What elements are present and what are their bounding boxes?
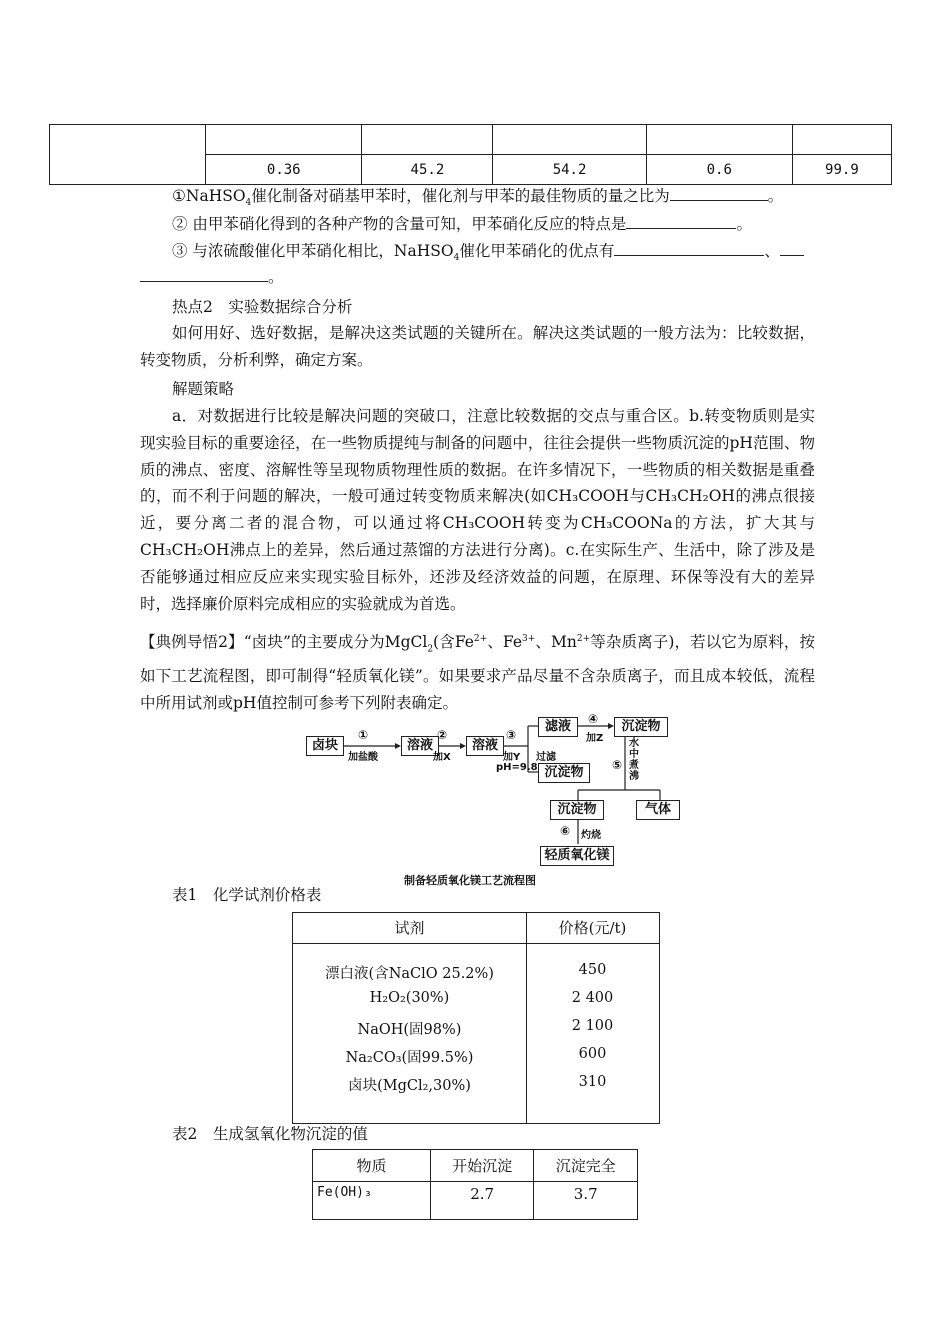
table-cell: 310 <box>578 1074 607 1090</box>
section-heading: 热点2 实验数据综合分析 <box>172 298 353 316</box>
step-number: ② <box>437 728 448 742</box>
strategy-title: 解题策略 <box>172 380 235 398</box>
question-3-cont <box>140 264 284 290</box>
flow-box-lukuai: 卤块 <box>306 736 344 756</box>
table-cell: 漂白液(含NaClO 25.2%) <box>325 966 494 982</box>
table-cell: 3.7 <box>534 1182 638 1220</box>
step-ph: pH=9.8 <box>496 762 538 773</box>
table-cell: 54.2 <box>493 155 646 185</box>
price-table <box>292 912 660 1124</box>
question-text: 。 <box>268 268 284 286</box>
table-cell: 45.2 <box>362 155 493 185</box>
table-cell: 0.6 <box>646 155 792 185</box>
question-3: ③ 与浓硫酸催化甲苯硝化相比，NaHSO$_4$催化甲苯硝化的优点有 、 <box>172 238 804 271</box>
table-cell: 2.7 <box>430 1182 534 1220</box>
table-cell: H₂O₂(30%) <box>369 990 450 1006</box>
answer-blank <box>780 239 804 256</box>
answer-blank <box>614 239 764 256</box>
step-number: ⑥ <box>560 824 571 838</box>
step-number: ① <box>358 728 369 742</box>
flow-box-gas: 气体 <box>636 800 680 820</box>
table-cell <box>493 125 646 155</box>
step-label: 加Y <box>503 752 521 763</box>
question-text: ③ 与浓硫酸催化甲苯硝化相比，NaHSO <box>172 242 454 260</box>
table-cell: Na₂CO₃(固99.5%) <box>345 1050 474 1066</box>
intro-paragraph: 如何用好、选好数据，是解决这类试题的关键所在。解决这类试题的一般方法为：比较数据，转变物质，分析利弊，确定方案。 <box>140 324 815 369</box>
step-label: 加盐酸 <box>348 752 378 763</box>
step-label: 水中煮沸 <box>629 738 639 782</box>
question-1: ①NaHSO$_4$催化制备对硝基甲苯时，催化剂与甲苯的最佳物质的量之比为 。 <box>172 183 783 216</box>
table-cell: NaOH(固98%) <box>357 1022 462 1038</box>
flow-box-solution-2: 溶液 <box>466 736 504 756</box>
flowchart-caption: 制备轻质氧化镁工艺流程图 <box>404 874 536 887</box>
step-number: ④ <box>588 712 599 726</box>
table-cell: 卤块(MgCl₂,30%) <box>348 1078 471 1094</box>
flow-box-precipitate-2: 沉淀物 <box>614 717 668 737</box>
table-cell <box>206 125 362 155</box>
flow-box-solution-1: 溶液 <box>401 736 439 756</box>
question-2 <box>172 211 752 237</box>
step-number: ③ <box>506 728 517 742</box>
question-text: 。 <box>767 187 784 205</box>
table-cell: Fe(OH)₃ <box>313 1182 431 1220</box>
table-header: 开始沉淀 <box>430 1150 534 1182</box>
table-header: 试剂 <box>394 919 425 937</box>
table-cell: 99.9 <box>792 155 891 185</box>
flow-box-precipitate-1: 沉淀物 <box>538 763 590 783</box>
precipitation-table <box>312 1149 638 1220</box>
example-label: 【典例导悟2】 <box>140 633 244 652</box>
table2-title: 表2 生成氢氧化物沉淀的值 <box>172 1125 368 1143</box>
table1-title: 表1 化学试剂价格表 <box>172 886 322 904</box>
table-header: 沉淀完全 <box>534 1150 638 1182</box>
flow-box-filtrate: 滤液 <box>538 717 578 737</box>
step-label: 灼烧 <box>581 830 601 841</box>
process-flowchart <box>300 712 690 892</box>
table-cell: 2 400 <box>571 990 614 1006</box>
filter-label: 过滤 <box>536 752 556 763</box>
table-cell: 2 100 <box>571 1018 614 1034</box>
question-text: 、 <box>764 242 780 260</box>
table-cell: 450 <box>578 962 607 978</box>
answer-blank <box>626 212 736 229</box>
table-cell <box>50 125 206 185</box>
answer-blank <box>670 184 768 201</box>
flow-box-product: 轻质氧化镁 <box>540 846 614 866</box>
question-text: ② 由甲苯硝化得到的各种产物的含量可知，甲苯硝化反应的特点是 <box>172 215 627 233</box>
step-label: 加X <box>433 752 451 763</box>
table-header: 价格(元/t) <box>558 919 627 937</box>
data-table <box>49 124 892 185</box>
table-cell: 0.36 <box>206 155 362 185</box>
question-text: 催化甲苯硝化的优点有 <box>459 242 615 260</box>
table-cell <box>362 125 493 155</box>
table-cell <box>792 125 891 155</box>
table-cell <box>646 125 792 155</box>
strategy-paragraph: a．对数据进行比较是解决问题的突破口，注意比较数据的交点与重合区。b.转变物质则是实现实验目标的重要途径，在一些物质提纯与制备的问题中，往往会提供一些物质沉淀的pH范围、物质的沸点、密度、溶解性等呈现物质物理性质的数据。在许多情况下，一些物质的相关数据是重叠的，而不利于问题的解决，一般可通过转变物质来解决(如CH₃COOH与CH₃CH₂OH的沸点很接近，要分离二者的混合物，可以通过将CH₃COOH转变为CH₃COONa的方法，扩大其与CH₃CH₂OH沸点上的差异，然后通过蒸馏的方法进行分离)。c.在实际生产、生活中，除了涉及是否能够通过相应反应来实现实验目标外，还涉及经济效益的问题，在原理、环保等没有大的差异时，选择廉价原料完成相应的实验就成为首选。 <box>140 407 815 613</box>
table-header: 物质 <box>313 1150 431 1182</box>
answer-blank <box>140 265 268 282</box>
question-text: ①NaHSO <box>172 187 246 205</box>
example-paragraph: 【典例导悟2】“卤块”的主要成分为MgCl$_2$(含$Fe^{2+}$、$Fe^{3+}$、$Mn^{2+}$等杂质离子)，若以它为原料，按如下工艺流程图，即可制得“轻质氧化镁”。如果要求产品尽量不含杂质离子，而且成本较低，流程中所用试剂或pH值控制可参考下列附表确定。 <box>140 633 815 712</box>
step-label: 加Z <box>586 733 604 744</box>
table-cell: 600 <box>578 1046 607 1062</box>
question-text: 催化制备对硝基甲苯时，催化剂与甲苯的最佳物质的量之比为 <box>251 187 670 205</box>
step-number: ⑤ <box>612 758 623 772</box>
flow-box-precipitate-3: 沉淀物 <box>550 800 604 820</box>
question-text: 。 <box>736 215 752 233</box>
